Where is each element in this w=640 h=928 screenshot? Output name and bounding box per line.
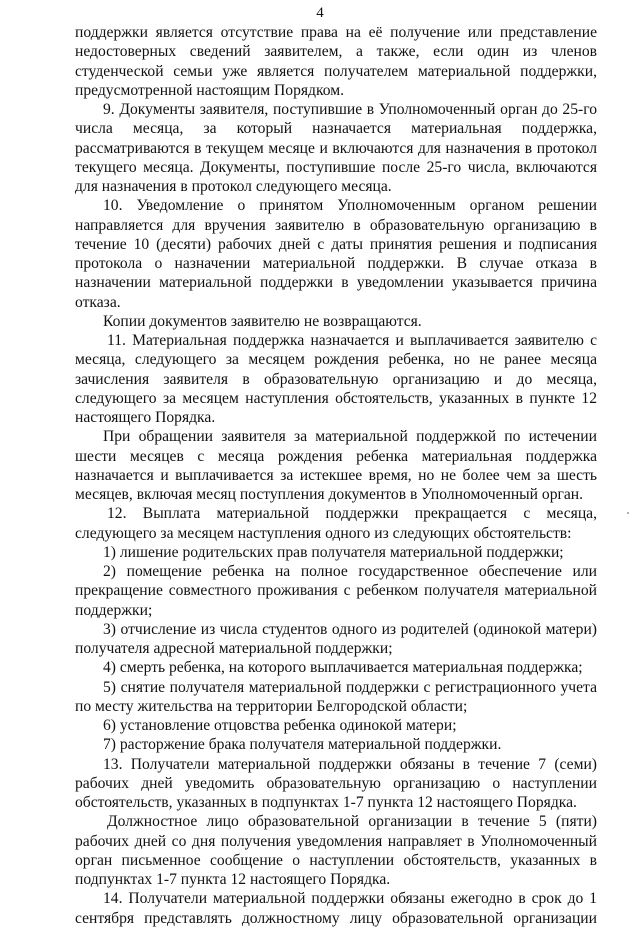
- list-item-5: 5) снятие получателя материальной поддержки с регистрационного учета по месту жительства на территории Белгородской области;: [75, 678, 597, 715]
- list-item-3: 3) отчисление из числа студентов одного из родителей (одинокой матери) получателя адресной материальной поддержки;: [75, 620, 597, 657]
- document-body: [75, 23, 597, 928]
- paragraph-official-duty: Должностное лицо образовательной организации в течение 5 (пяти) рабочих дней со дня получения уведомления направляет в Уполномоченный орган письменное сообщение о наступлении обстоятельств, указанных в подпунктах 1-7 пункта 12 настоящего Порядка.: [75, 813, 597, 888]
- paragraph-continuation: поддержки является отсутствие права на её получение или представление недостоверных сведений заявителем, а также, если один из членов студенческой семьи уже является получателем материальной поддержки, предусмотренной настоящим Порядком.: [75, 24, 597, 99]
- paragraph-item-14: 14. Получатели материальной поддержки обязаны ежегодно в срок до 1 сентября представлять должностному лицу образовательной организации: [75, 890, 597, 927]
- paragraph-item-12: 12. Выплата материальной поддержки прекращается с месяца, следующего за месяцем наступления одного из следующих обстоятельств:: [75, 505, 597, 542]
- paragraph-copies-note: Копии документов заявителю не возвращаются.: [103, 312, 422, 330]
- list-item-4: 4) смерть ребенка, на которого выплачивается материальная поддержка;: [103, 659, 583, 677]
- list-item-6: 6) установление отцовства ребенка одинокой матери;: [103, 717, 457, 734]
- list-item-7: 7) расторжение брака получателя материальной поддержки.: [103, 736, 502, 754]
- paragraph-item-9: 9. Документы заявителя, поступившие в Уполномоченный орган до 25-го числа месяца, за который назначается материальная поддержка, рассматриваются в текущем месяце и включаются для назначения в протокол текущего месяца. Документы, поступившие после 25-го числа, включаются для назначения в протокол следующего месяца.: [75, 101, 597, 195]
- paragraph-item-10: 10. Уведомление о принятом Уполномоченным органом решении направляется для вручения заявителю в образовательную организацию в течение 10 (десяти) рабочих дней с даты принятия решения и подписания протокола о назначении материальной поддержки. В случае отказа в назначении материальной поддержки в уведомлении указывается причина отказа.: [75, 197, 597, 311]
- list-item-2: 2) помещение ребенка на полное государственное обеспечение или прекращение совместного проживания с ребенком получателя материальной поддержки;: [75, 563, 597, 619]
- list-item-1: 1) лишение родительских прав получателя материальной поддержки;: [103, 543, 564, 561]
- scan-artifact: [627, 512, 629, 514]
- page-number: 4: [316, 5, 324, 21]
- paragraph-item-11: 11. Материальная поддержка назначается и выплачивается заявителю с месяца, следующего за месяцем рождения ребенка, но не ранее месяца зачисления заявителя в образовательную организацию и до месяца, следующего за месяцем наступления обстоятельств, указанных в пункте 12 настоящего Порядка.: [75, 332, 597, 426]
- paragraph-item-13: 13. Получатели материальной поддержки обязаны в течение 7 (семи) рабочих дней уведомить образовательную организацию о наступлении обстоятельств, указанных в подпунктах 1-7 пункта 12 настоящего Порядка.: [75, 755, 597, 811]
- paragraph-late-application: При обращении заявителя за материальной поддержкой по истечении шести месяцев с месяца рождения ребенка материальная поддержка назначается и выплачивается за истекшее время, но не более чем за шесть месяцев, включая месяц поступления документов в Уполномоченный орган.: [75, 428, 597, 503]
